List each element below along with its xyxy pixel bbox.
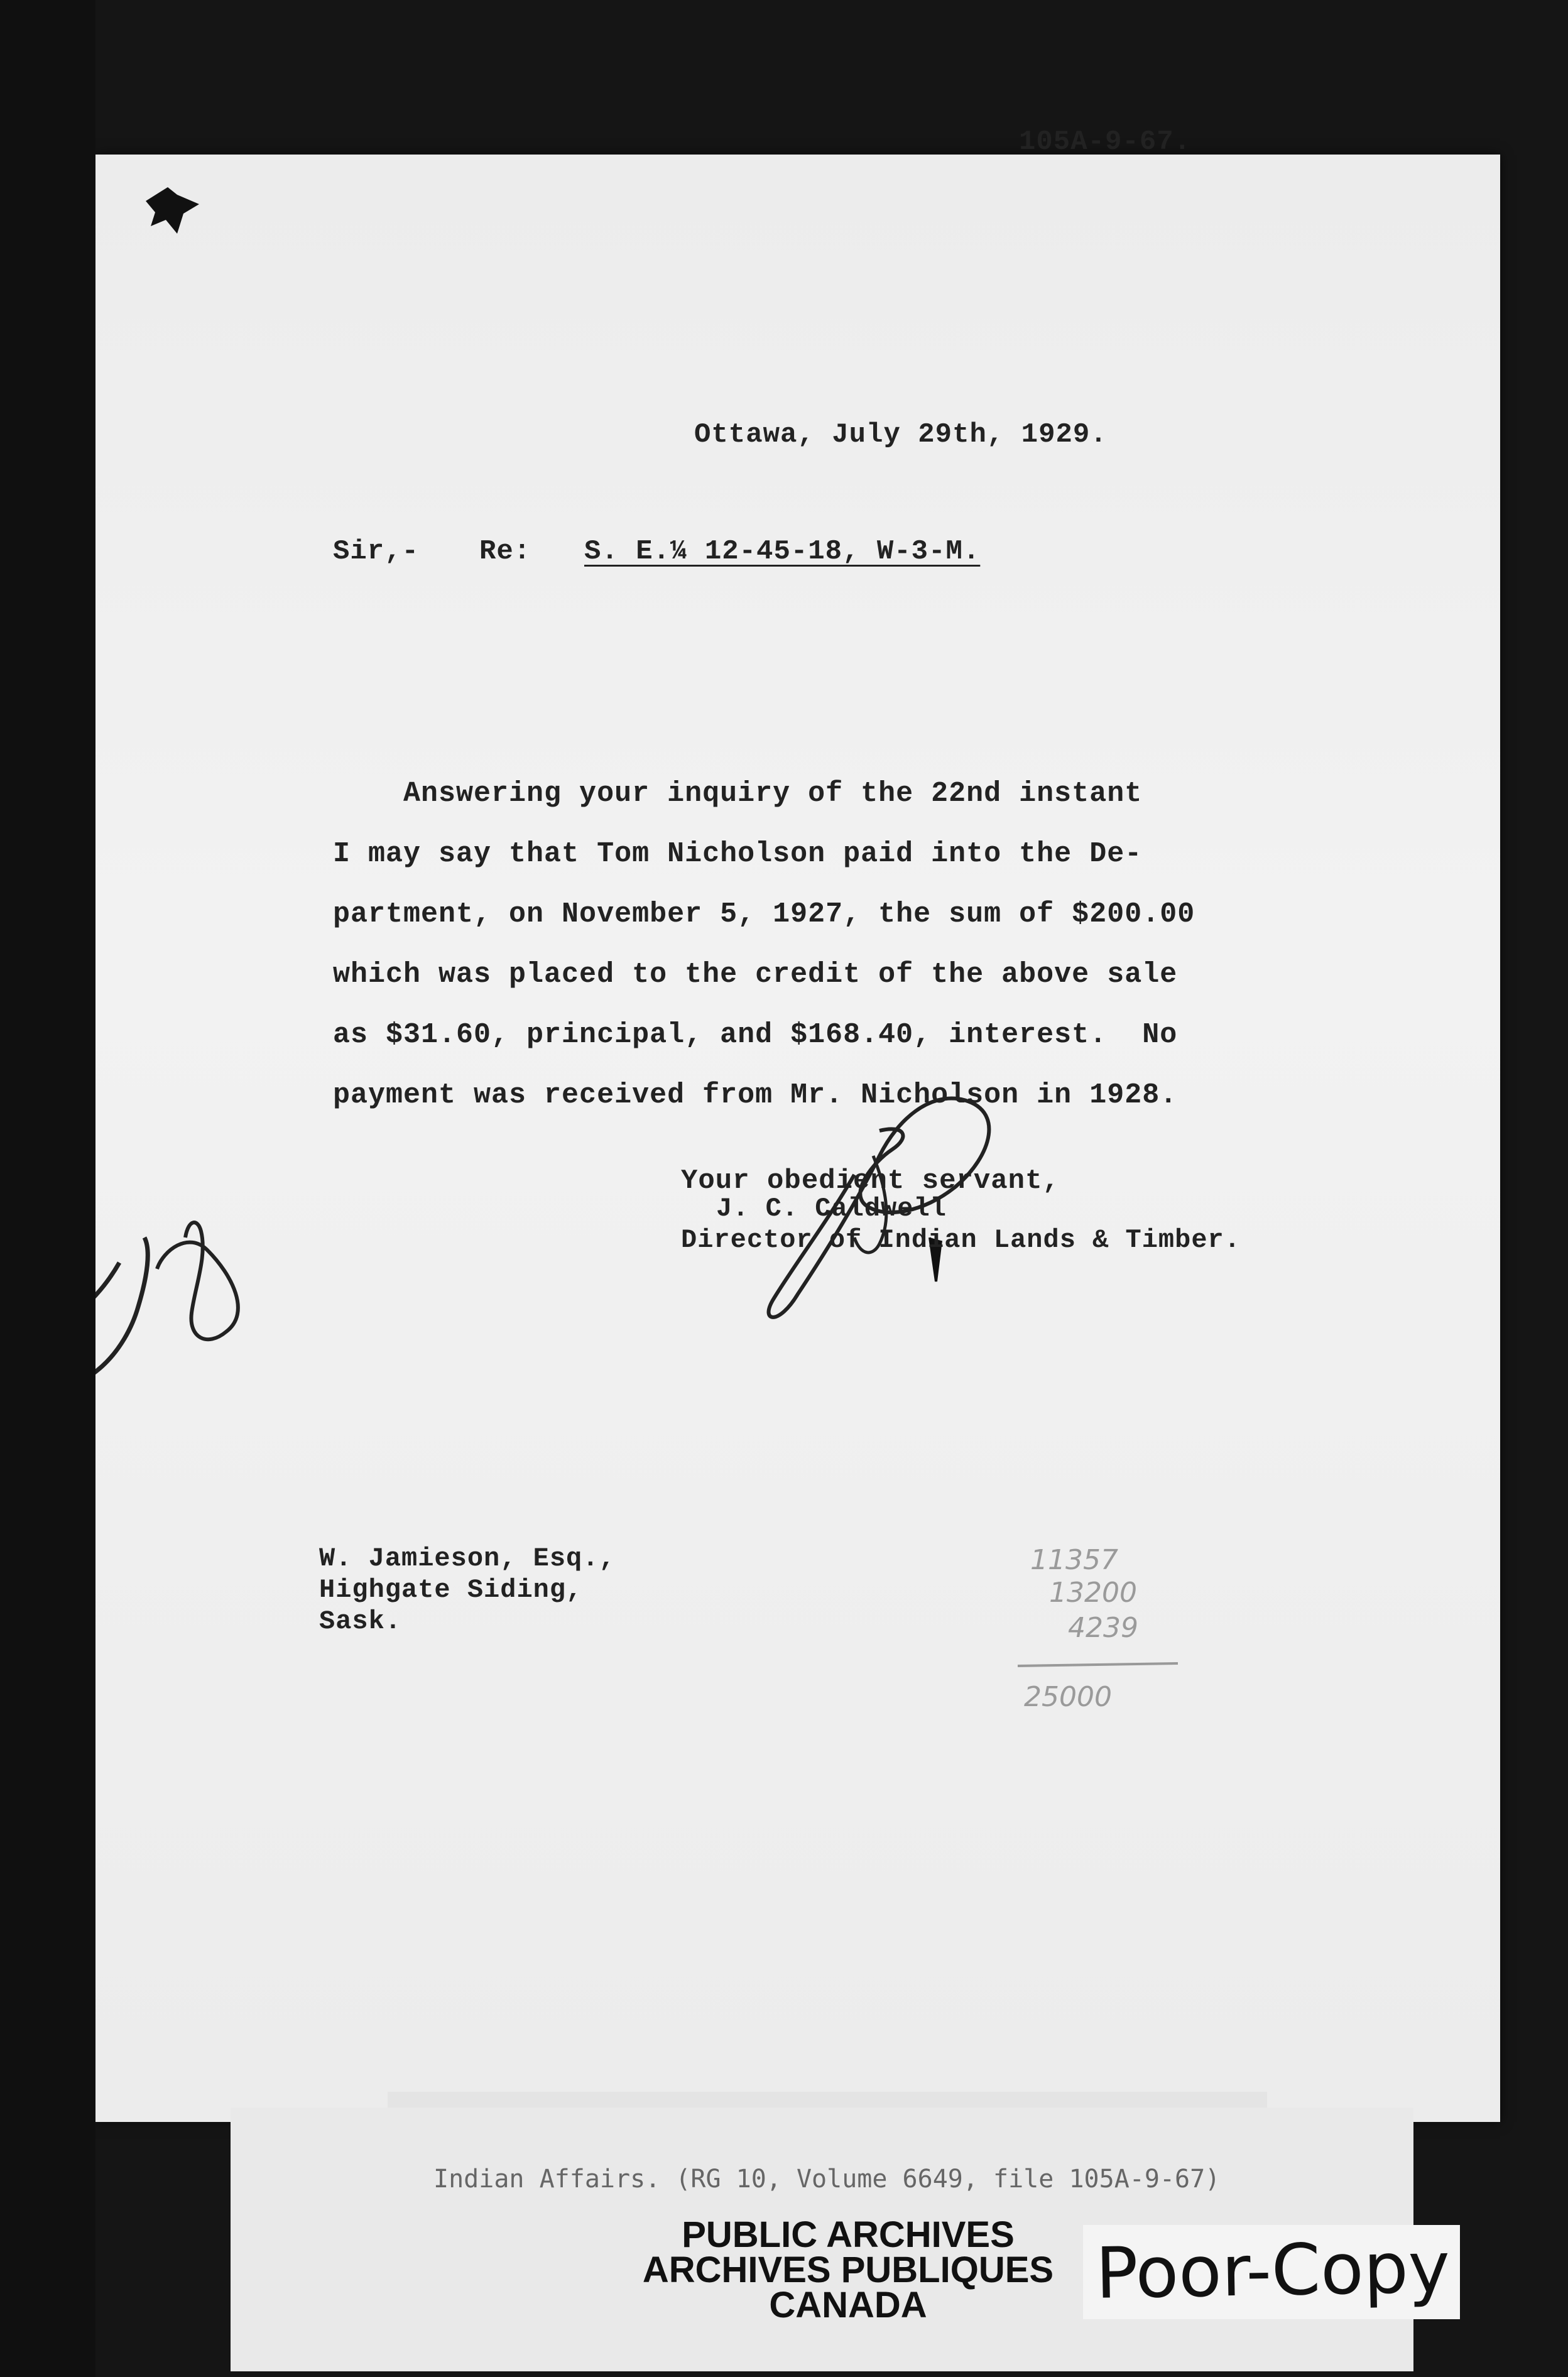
- date-line: Ottawa, July 29th, 1929.: [694, 419, 1108, 450]
- film-border: [0, 0, 95, 2377]
- stamp-line: PUBLIC ARCHIVES: [682, 2214, 1015, 2255]
- punch-hole-mark: [133, 176, 209, 245]
- body-line: payment was received from Mr. Nicholson in 1928.: [333, 1079, 1178, 1111]
- pencil-figure: 11357: [1030, 1544, 1118, 1576]
- closing: Your obedient servant,: [681, 1165, 1060, 1197]
- pencil-figure: 4239: [1068, 1612, 1138, 1644]
- body-line: as $31.60, principal, and $168.40, interest. No: [333, 1019, 1178, 1051]
- pencil-underline: [1018, 1658, 1181, 1671]
- body-line: partment, on November 5, 1927, the sum of $200.00: [333, 898, 1195, 930]
- addressee-line: W. Jamieson, Esq.,: [319, 1543, 616, 1574]
- addressee-line: Sask.: [319, 1606, 402, 1636]
- body-line: Answering your inquiry of the 22nd instant: [333, 778, 1143, 810]
- signatory-name: J. C. Caldwell: [716, 1194, 947, 1224]
- salutation: Sir,-: [333, 536, 420, 567]
- file-reference: 105A-9-67.: [1019, 126, 1192, 158]
- poor-copy-note: [1083, 2225, 1460, 2319]
- pencil-figure: 25000: [1024, 1681, 1112, 1713]
- stamp-line: CANADA: [769, 2285, 927, 2325]
- pencil-figure: 13200: [1049, 1577, 1137, 1609]
- signatory-title: Director of Indian Lands & Timber.: [681, 1225, 1241, 1255]
- addressee-line: Highgate Siding,: [319, 1575, 583, 1605]
- body-line: which was placed to the credit of the above sale: [333, 959, 1178, 991]
- archives-stamp: [591, 2214, 1106, 2325]
- re-subject: S. E.¼ 12-45-18, W-3-M.: [584, 536, 981, 567]
- archive-reference: Indian Affairs. (RG 10, Volume 6649, file 105A-9-67): [433, 2165, 1221, 2194]
- poor-copy-text: Poor-Copy: [1094, 2227, 1451, 2315]
- stamp-line: ARCHIVES PUBLIQUES: [642, 2249, 1054, 2290]
- re-label: Re:: [479, 536, 531, 567]
- body-line: I may say that Tom Nicholson paid into the De-: [333, 838, 1143, 870]
